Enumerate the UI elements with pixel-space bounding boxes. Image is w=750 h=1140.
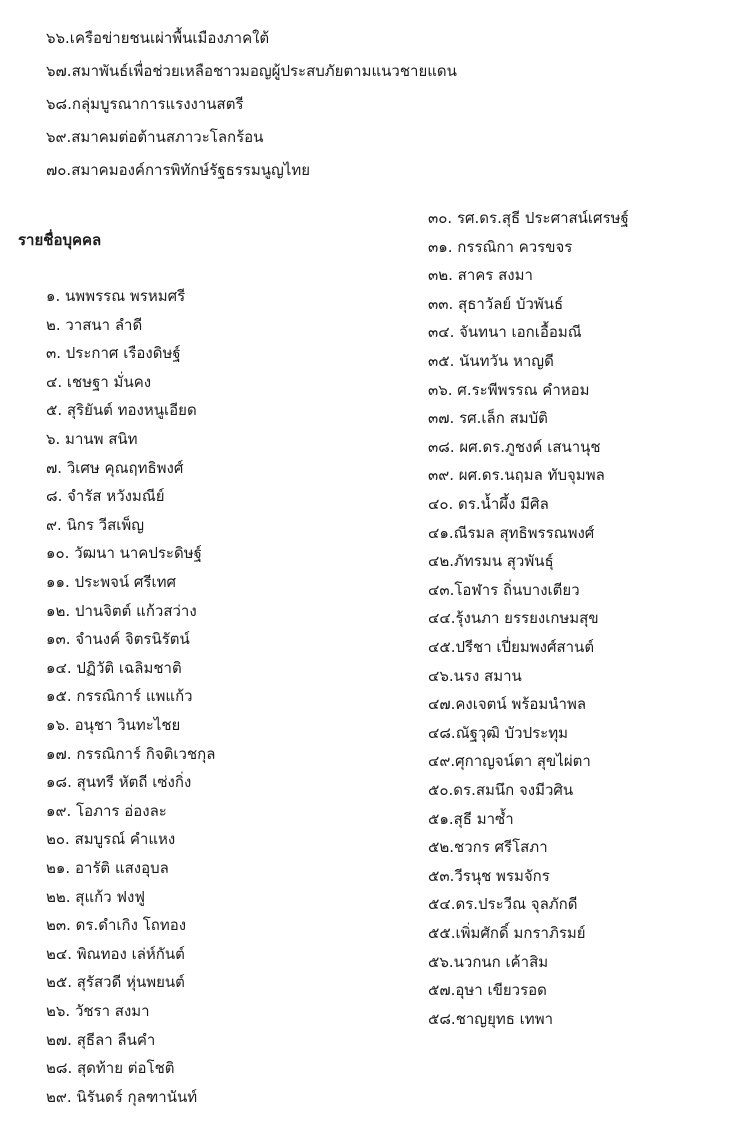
list-item: ๕๐.ดร.สมนึก จงมีวศิน xyxy=(428,781,574,799)
list-item: ๒๘. สุดท้าย ต่อโชติ xyxy=(46,1059,175,1078)
list-item: ๓๐. รศ.ดร.สุธี ประศาสน์เศรษฐ์ xyxy=(428,209,629,227)
list-item: ๑๔. ปฏิวัติ เฉลิมชาติ xyxy=(46,658,182,677)
list-item: ๖๙.สมาคมต่อต้านสภาวะโลกร้อน xyxy=(46,128,264,146)
list-item: ๔๕.ปรีชา เปี่ยมพงศ์สานต์ xyxy=(428,638,595,656)
list-item: ๕๕.เพิ่มศักดิ์ มกราภิรมย์ xyxy=(428,924,586,942)
list-item: ๔๙.ศุกาญจน์ตา สุขไผ่ตา xyxy=(428,752,591,771)
list-item: ๒๗. สุธีลา ลืนคำ xyxy=(46,1030,156,1049)
list-item: ๒๔. พิณทอง เล่ห์กันต์ xyxy=(46,944,185,963)
list-item: ๓๕. นันทวัน หาญดี xyxy=(428,352,554,370)
list-item: ๖๘.กลุ่มบูรณาการแรงงานสตรี xyxy=(46,95,244,113)
list-item: ๔๐. ดร.น้ำผึ้ง มีศิล xyxy=(428,495,549,513)
list-item: ๓๓. สุธาวัลย์ บัวพันธ์ xyxy=(428,294,564,313)
list-item: ๔. เชษฐา มั่นคง xyxy=(46,372,152,391)
list-item: ๒๒. สุแก้ว ฟงฟู xyxy=(46,887,145,906)
list-item: ๑๗. กรรณิการ์ กิจติเวชกุล xyxy=(46,744,216,763)
list-item: ๒๙. นิรันดร์ กุลฑานันท์ xyxy=(46,1087,198,1106)
list-item: ๒๕. สุรัสวดี หุ่นพยนต์ xyxy=(46,973,185,992)
list-item: ๖๖.เครือข่ายชนเผ่าพื้นเมืองภาคใต้ xyxy=(46,29,270,47)
list-item: ๕๗.อุษา เขียวรอด xyxy=(428,981,547,1000)
list-item: ๔๔.รุ้งนภา ยรรยงเกษมสุข xyxy=(428,609,599,628)
list-item: ๑๕. กรรณิการ์ แพแก้ว xyxy=(46,687,193,706)
list-item: ๓. ประกาศ เรืองดิษฐ์ xyxy=(46,344,181,363)
list-item: ๔๗.คงเจตน์ พร้อมนำพล xyxy=(428,695,587,714)
list-item: ๓๑. กรรณิกา ควรขจร xyxy=(428,237,573,256)
list-item: ๔๒.ภัทรมน สุวพันธุ์ xyxy=(428,552,554,571)
list-item: ๕๓.วีรนุช พรมจักร xyxy=(428,866,550,885)
list-item: ๒๓. ดร.ดำเกิง โถทอง xyxy=(46,916,187,935)
list-item: ๗๐.สมาคมองค์การพิทักษ์รัฐธรรมนูญไทย xyxy=(46,161,311,179)
list-item: ๑๐. วัฒนา นาคประดิษฐ์ xyxy=(46,544,202,563)
list-item: ๔๑.ณีรมล สุทธิพรรณพงศ์ xyxy=(428,523,595,542)
list-item: ๓๖. ศ.ระพีพรรณ คำหอม xyxy=(428,380,590,399)
list-item: ๑๓. จำนงค์ จิตรนิรัตน์ xyxy=(46,630,190,649)
list-item: ๕. สุริยันต์ ทองหนูเอียด xyxy=(46,401,197,420)
list-item: ๕๔.ดร.ประวีณ จุลภักดี xyxy=(428,895,578,914)
list-item: ๓๘. ผศ.ดร.ภูชงค์ เสนานุช xyxy=(428,437,601,456)
list-item: ๑๖. อนุชา วินทะไชย xyxy=(46,716,181,734)
list-item: ๓๒. สาคร สงมา xyxy=(428,266,533,285)
list-item: ๕๑.สุธี มาซ้ำ xyxy=(428,809,514,828)
list-item: ๑. นพพรรณ พรหมศรี xyxy=(46,287,186,305)
list-item: ๒. วาสนา ลำดี xyxy=(46,315,143,334)
list-item: ๕๖.นวกนก เค้าสิม xyxy=(428,952,549,971)
list-item: ๘. จำรัส หวังมณีย์ xyxy=(46,487,165,506)
list-item: ๑๑. ประพจน์ ศรีเทศ xyxy=(46,573,177,591)
list-item: ๖. มานพ สนิท xyxy=(46,430,138,448)
list-item: ๑๙. โอภาร อ่องละ xyxy=(46,801,167,820)
list-item: ๕๒.ชวกร ศรีโสภา xyxy=(428,838,548,857)
list-item: ๔๖.นรง สมาน xyxy=(428,666,522,685)
list-item: ๒๖. วัชรา สงมา xyxy=(46,1002,150,1020)
list-item: ๖๗.สมาพันธ์เพื่อช่วยเหลือชาวมอญผู้ประสบภัยตามแนวชายแดน xyxy=(46,62,457,80)
list-item: ๕๘.ชาญยุทธ เทพา xyxy=(428,1009,554,1028)
list-item: ๔๘.ณัฐวุฒิ บัวประทุม xyxy=(428,723,568,742)
list-item: ๔๓.โอฬาร ถิ่นบางเตียว xyxy=(428,580,580,599)
list-item: ๓๗. รศ.เล็ก สมบัติ xyxy=(428,409,548,428)
list-item: ๓๔. จันทนา เอกเอื้อมณี xyxy=(428,323,582,342)
list-item: ๑๘. สุนทรี หัตถี เซ่งกิ่ง xyxy=(46,773,192,792)
list-item: ๙. นิกร วีสเพ็ญ xyxy=(46,515,145,534)
list-item: ๒๑. อารัติ แสงอุบล xyxy=(46,859,169,877)
list-item: ๓๙. ผศ.ดร.นฤมล ทับจุมพล xyxy=(428,466,605,485)
list-item: ๒๐. สมบูรณ์ คำแหง xyxy=(46,830,176,849)
section-title: รายชื่อบุคคล xyxy=(18,231,102,249)
list-item: ๗. วิเศษ คุณฤทธิพงศ์ xyxy=(46,458,184,477)
list-item: ๑๒. ปานจิตต์ แก้วสว่าง xyxy=(46,601,197,620)
